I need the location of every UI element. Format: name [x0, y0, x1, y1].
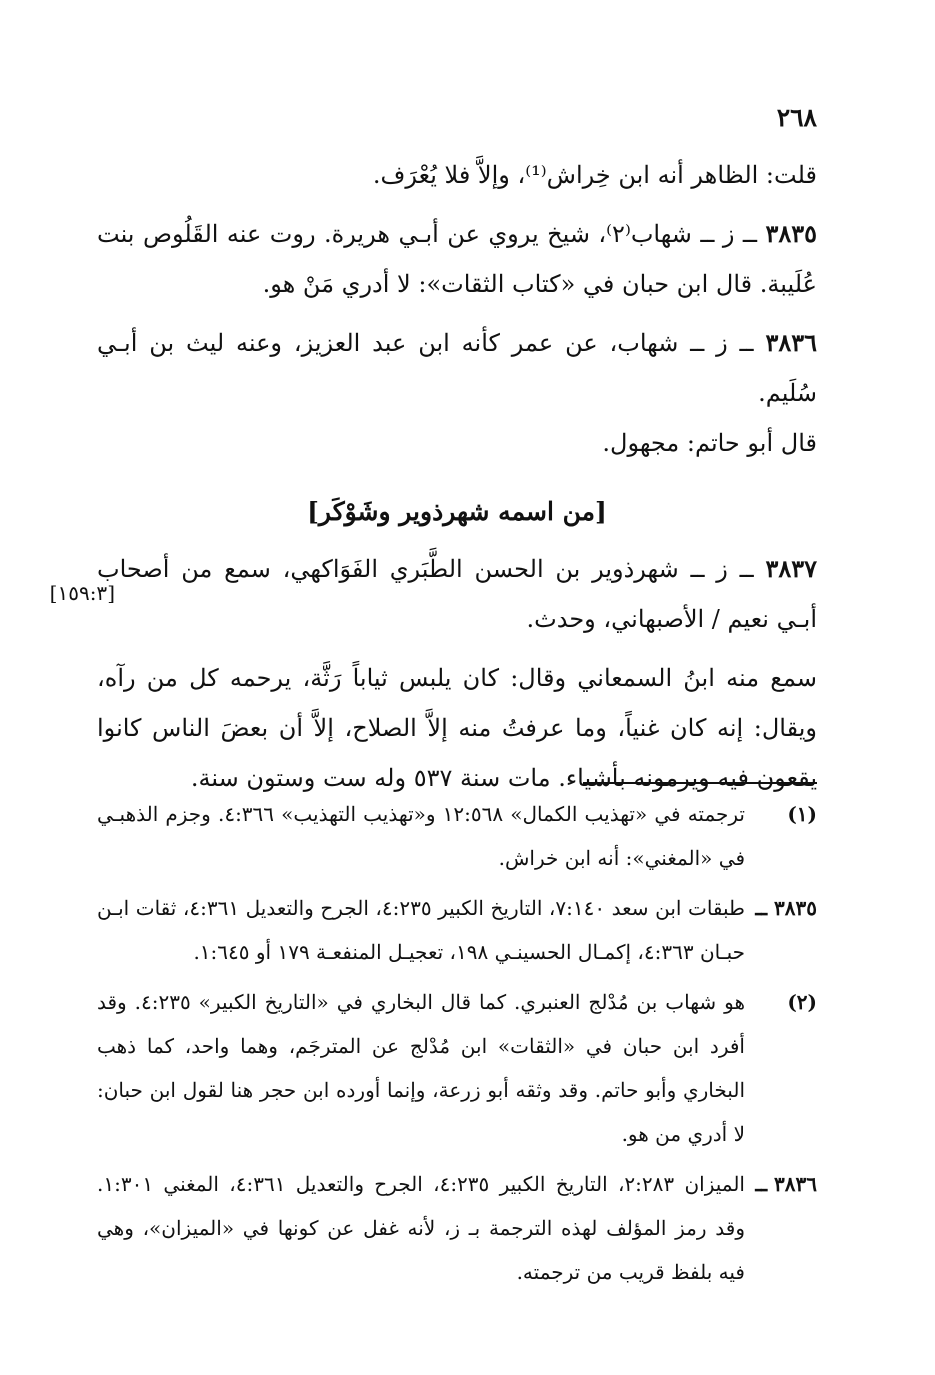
- footnote-label: ٣٨٣٦ ــ: [755, 1172, 817, 1196]
- entry-3836: [97, 318, 817, 418]
- footnote-1: [97, 792, 817, 880]
- entry-number: ٣٨٣٥: [765, 219, 818, 248]
- footnote-3835: [97, 886, 817, 974]
- footnote-2: [97, 980, 817, 1156]
- footnote-3836: [97, 1162, 817, 1294]
- paragraph-4: قال أبو حاتم: مجهول.: [602, 429, 817, 457]
- entry-3835: [97, 209, 817, 309]
- margin-reference: [١٥٩:٣]: [49, 581, 115, 605]
- section-heading: [من اسمه شهرذوير وشَوْكَر]: [307, 497, 607, 526]
- entry-text: ــ ز ــ شهرذوير بن الحسن الطَّبَري الفَوَاكهي، سمع من أصحاب أبـي نعيم / الأصبهاني، وحدث.: [97, 555, 817, 633]
- footnote-text: ترجمته في «تهذيب الكمال» ١٢:٥٦٨ و«تهذيب التهذيب» ٤:٣٦٦. وجزم الذهبـي في «المغني»: أنه ابن خراش.: [97, 802, 745, 870]
- footnote-label: (١): [787, 802, 817, 826]
- entry-number: ٣٨٣٧: [765, 554, 817, 583]
- main-text: [97, 150, 817, 803]
- footnote-text: طبقات ابن سعد ٧:١٤٠، التاريخ الكبير ٤:٢٣٥، الجرح والتعديل ٤:٣٦١، ثقات ابـن حبـان ٤:٣٦٣، إكمـال الحسينـي ١٩٨، تعجيـل المنفعـة ١٧٩ أو ١:٦٤٥.: [97, 896, 745, 964]
- paragraph-6: سمع منه ابنُ السمعاني وقال: كان يلبس ثياباً رَثَّة، يرحمه كل من رآه، ويقال: إنه كان غنياً، وما عرفتُ منه إلاَّ الصلاح، إلاَّ أن بعضَ الناس كانوا يقعون فيه ويرمونه بأشياء. مات سنة ٥٣٧ وله ست وستون سنة.: [97, 664, 818, 792]
- footnote-text: هو شهاب بن مُدْلج العنبري. كما قال البخاري في «التاريخ الكبير» ٤:٢٣٥. وقد أفرد ابن حبان في «الثقات» ابن مُدْلج عن المترجَم، وهما واحد، كما ذهب البخاري وأبو حاتم. وقد وثقه أبو زرعة، وإنما أورده ابن حجر هنا لقول ابن حبان: لا أدري من هو.: [97, 990, 745, 1146]
- entry-text: ــ ز ــ شهاب، عن عمر كأنه ابن عبد العزيز، وعنه ليث بن أبـي سُلَيم.: [97, 329, 817, 407]
- footnote-text: الميزان ٢:٢٨٣، التاريخ الكبير ٤:٢٣٥، الجرح والتعديل ٤:٣٦١، المغني ١:٣٠١. وقد رمز المؤلف لهذه الترجمة بـ ز، لأنه غفل عن كونها في «الميزان»، وهي فيه بلفظ قريب من ترجمته.: [97, 1172, 745, 1284]
- footnote-label: (٢): [787, 990, 817, 1014]
- entry-text: ــ ز ــ شهاب⁽٢⁾، شيخ يروي عن أبـي هريرة. روت عنه القَلُوص بنت عُلَيبة. قال ابن حبان في «كتاب الثقات»: لا أدري مَنْ هو.: [97, 220, 817, 298]
- footnote-label: ٣٨٣٥ ــ: [755, 896, 817, 920]
- footnote-divider: [583, 782, 817, 784]
- page-number: ٢٦٨: [776, 103, 817, 132]
- entry-3837: [97, 544, 817, 644]
- entry-number: ٣٨٣٦: [765, 328, 817, 357]
- footnotes: [97, 792, 817, 1300]
- paragraph-1: قلت: الظاهر أنه ابن خِراش⁽¹⁾، وإلاَّ فلا يُعْرَف.: [372, 161, 817, 189]
